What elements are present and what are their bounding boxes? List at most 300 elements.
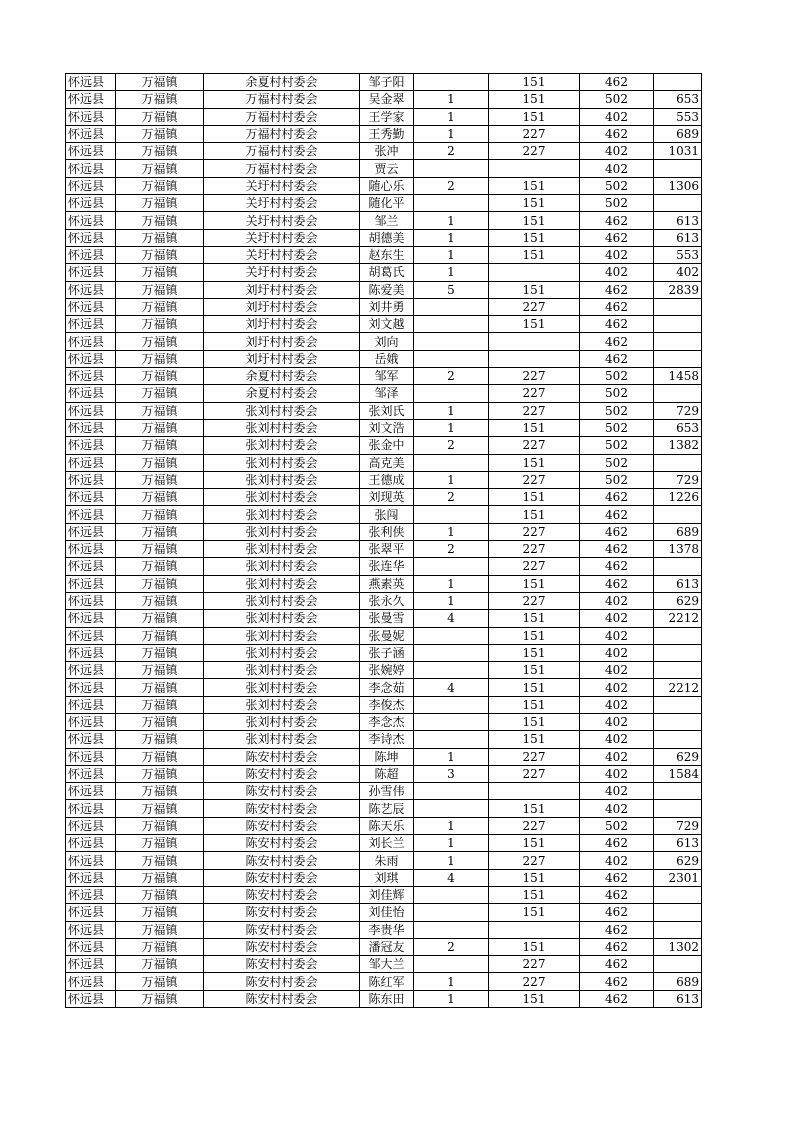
count-cell: [414, 558, 489, 575]
value-b-cell: 402: [580, 246, 654, 263]
value-b-cell: 402: [580, 143, 654, 160]
value-a-cell: 227: [489, 592, 580, 609]
value-a-cell: 151: [489, 610, 580, 627]
count-cell: 1: [414, 471, 489, 488]
county-cell: 怀远县: [66, 246, 116, 263]
total-cell: [654, 956, 702, 973]
value-b-cell: 462: [580, 298, 654, 315]
village-cell: 陈安村村委会: [204, 938, 360, 955]
name-cell: 赵东生: [360, 246, 414, 263]
county-cell: 怀远县: [66, 904, 116, 921]
count-cell: 4: [414, 610, 489, 627]
table-row: [66, 973, 702, 990]
county-cell: 怀远县: [66, 886, 116, 903]
town-cell: 万福镇: [116, 558, 204, 575]
town-cell: 万福镇: [116, 904, 204, 921]
name-cell: 胡葛氏: [360, 264, 414, 281]
table-row: [66, 696, 702, 713]
value-a-cell: 151: [489, 246, 580, 263]
count-cell: [414, 662, 489, 679]
name-cell: 潘冠友: [360, 938, 414, 955]
total-cell: [654, 74, 702, 91]
value-a-cell: 151: [489, 713, 580, 730]
village-cell: 刘圩村村委会: [204, 281, 360, 298]
table-row: [66, 281, 702, 298]
total-cell: [654, 713, 702, 730]
village-cell: 张刘村村委会: [204, 558, 360, 575]
village-cell: 刘圩村村委会: [204, 316, 360, 333]
county-cell: 怀远县: [66, 143, 116, 160]
county-cell: 怀远县: [66, 575, 116, 592]
table-row: [66, 437, 702, 454]
value-a-cell: 227: [489, 471, 580, 488]
count-cell: [414, 731, 489, 748]
total-cell: 613: [654, 575, 702, 592]
value-a-cell: 151: [489, 108, 580, 125]
count-cell: 2: [414, 177, 489, 194]
value-a-cell: 227: [489, 956, 580, 973]
total-cell: 629: [654, 852, 702, 869]
name-cell: 陈超: [360, 765, 414, 782]
county-cell: 怀远县: [66, 696, 116, 713]
value-b-cell: 462: [580, 990, 654, 1007]
name-cell: 邹大兰: [360, 956, 414, 973]
table-row: [66, 125, 702, 142]
name-cell: 刘长兰: [360, 835, 414, 852]
town-cell: 万福镇: [116, 956, 204, 973]
value-a-cell: 151: [489, 800, 580, 817]
name-cell: 邹子阳: [360, 74, 414, 91]
name-cell: 张金中: [360, 437, 414, 454]
total-cell: 689: [654, 125, 702, 142]
count-cell: [414, 956, 489, 973]
total-cell: 629: [654, 592, 702, 609]
value-b-cell: 402: [580, 852, 654, 869]
table-row: [66, 592, 702, 609]
name-cell: 陈东田: [360, 990, 414, 1007]
value-a-cell: [489, 783, 580, 800]
count-cell: [414, 385, 489, 402]
count-cell: [414, 195, 489, 212]
value-a-cell: 227: [489, 523, 580, 540]
value-a-cell: 151: [489, 195, 580, 212]
village-cell: 张刘村村委会: [204, 610, 360, 627]
total-cell: 1302: [654, 938, 702, 955]
value-b-cell: 502: [580, 195, 654, 212]
total-cell: [654, 385, 702, 402]
county-cell: 怀远县: [66, 91, 116, 108]
value-a-cell: 151: [489, 938, 580, 955]
value-b-cell: 462: [580, 869, 654, 886]
value-a-cell: [489, 160, 580, 177]
name-cell: 李俊杰: [360, 696, 414, 713]
total-cell: [654, 662, 702, 679]
town-cell: 万福镇: [116, 143, 204, 160]
count-cell: [414, 298, 489, 315]
value-a-cell: 227: [489, 748, 580, 765]
county-cell: 怀远县: [66, 731, 116, 748]
town-cell: 万福镇: [116, 385, 204, 402]
county-cell: 怀远县: [66, 921, 116, 938]
county-cell: 怀远县: [66, 160, 116, 177]
table-row: [66, 177, 702, 194]
total-cell: [654, 316, 702, 333]
count-cell: 1: [414, 835, 489, 852]
table-row: [66, 91, 702, 108]
town-cell: 万福镇: [116, 523, 204, 540]
table-row: [66, 679, 702, 696]
count-cell: 1: [414, 229, 489, 246]
value-b-cell: 402: [580, 644, 654, 661]
village-cell: 万福村村委会: [204, 91, 360, 108]
table-body: [66, 74, 702, 1008]
town-cell: 万福镇: [116, 108, 204, 125]
name-cell: 张子涵: [360, 644, 414, 661]
value-a-cell: 151: [489, 91, 580, 108]
town-cell: 万福镇: [116, 783, 204, 800]
name-cell: 吴金翠: [360, 91, 414, 108]
value-b-cell: 462: [580, 229, 654, 246]
table-row: [66, 523, 702, 540]
county-cell: 怀远县: [66, 74, 116, 91]
value-b-cell: 502: [580, 437, 654, 454]
total-cell: 1584: [654, 765, 702, 782]
town-cell: 万福镇: [116, 575, 204, 592]
village-cell: 陈安村村委会: [204, 783, 360, 800]
value-a-cell: [489, 333, 580, 350]
town-cell: 万福镇: [116, 610, 204, 627]
town-cell: 万福镇: [116, 160, 204, 177]
count-cell: 1: [414, 990, 489, 1007]
town-cell: 万福镇: [116, 489, 204, 506]
total-cell: 613: [654, 990, 702, 1007]
village-cell: 陈安村村委会: [204, 765, 360, 782]
count-cell: 2: [414, 541, 489, 558]
table-row: [66, 74, 702, 91]
village-cell: 张刘村村委会: [204, 644, 360, 661]
town-cell: 万福镇: [116, 246, 204, 263]
town-cell: 万福镇: [116, 921, 204, 938]
table-row: [66, 264, 702, 281]
town-cell: 万福镇: [116, 748, 204, 765]
name-cell: 陈天乐: [360, 817, 414, 834]
value-b-cell: 462: [580, 973, 654, 990]
count-cell: 2: [414, 489, 489, 506]
name-cell: 王秀勤: [360, 125, 414, 142]
county-cell: 怀远县: [66, 765, 116, 782]
county-cell: 怀远县: [66, 748, 116, 765]
table-row: [66, 541, 702, 558]
value-a-cell: 151: [489, 869, 580, 886]
county-cell: 怀远县: [66, 938, 116, 955]
count-cell: 2: [414, 143, 489, 160]
name-cell: 刘琪: [360, 869, 414, 886]
count-cell: [414, 506, 489, 523]
village-cell: 陈安村村委会: [204, 990, 360, 1007]
table-row: [66, 748, 702, 765]
name-cell: 刘文浩: [360, 419, 414, 436]
town-cell: 万福镇: [116, 368, 204, 385]
total-cell: [654, 904, 702, 921]
county-cell: 怀远县: [66, 990, 116, 1007]
total-cell: [654, 350, 702, 367]
town-cell: 万福镇: [116, 298, 204, 315]
value-a-cell: 151: [489, 489, 580, 506]
total-cell: 613: [654, 835, 702, 852]
village-cell: 张刘村村委会: [204, 731, 360, 748]
count-cell: [414, 783, 489, 800]
table-row: [66, 246, 702, 263]
value-b-cell: 462: [580, 506, 654, 523]
village-cell: 陈安村村委会: [204, 800, 360, 817]
town-cell: 万福镇: [116, 731, 204, 748]
total-cell: 2212: [654, 610, 702, 627]
value-a-cell: 227: [489, 368, 580, 385]
town-cell: 万福镇: [116, 627, 204, 644]
village-cell: 陈安村村委会: [204, 835, 360, 852]
town-cell: 万福镇: [116, 402, 204, 419]
count-cell: [414, 713, 489, 730]
value-a-cell: 227: [489, 852, 580, 869]
table-row: [66, 852, 702, 869]
total-cell: 689: [654, 973, 702, 990]
name-cell: 胡德美: [360, 229, 414, 246]
name-cell: 张冲: [360, 143, 414, 160]
total-cell: 629: [654, 748, 702, 765]
village-cell: 陈安村村委会: [204, 852, 360, 869]
total-cell: [654, 195, 702, 212]
name-cell: 李诗杰: [360, 731, 414, 748]
county-cell: 怀远县: [66, 973, 116, 990]
count-cell: 4: [414, 869, 489, 886]
name-cell: 张刘氏: [360, 402, 414, 419]
name-cell: 刘文越: [360, 316, 414, 333]
value-b-cell: 402: [580, 662, 654, 679]
value-a-cell: 151: [489, 904, 580, 921]
village-cell: 张刘村村委会: [204, 506, 360, 523]
name-cell: 陈爱美: [360, 281, 414, 298]
count-cell: 1: [414, 852, 489, 869]
town-cell: 万福镇: [116, 817, 204, 834]
total-cell: 653: [654, 419, 702, 436]
value-b-cell: 462: [580, 938, 654, 955]
count-cell: [414, 696, 489, 713]
county-cell: 怀远县: [66, 489, 116, 506]
total-cell: 729: [654, 817, 702, 834]
table-row: [66, 333, 702, 350]
count-cell: [414, 160, 489, 177]
county-cell: 怀远县: [66, 333, 116, 350]
total-cell: [654, 298, 702, 315]
total-cell: [654, 333, 702, 350]
value-a-cell: 227: [489, 817, 580, 834]
table-row: [66, 956, 702, 973]
name-cell: 李念杰: [360, 713, 414, 730]
county-cell: 怀远县: [66, 368, 116, 385]
town-cell: 万福镇: [116, 713, 204, 730]
count-cell: 1: [414, 817, 489, 834]
total-cell: [654, 454, 702, 471]
name-cell: 刘现英: [360, 489, 414, 506]
village-cell: 张刘村村委会: [204, 575, 360, 592]
count-cell: [414, 644, 489, 661]
value-a-cell: 151: [489, 731, 580, 748]
value-b-cell: 402: [580, 108, 654, 125]
value-a-cell: [489, 921, 580, 938]
county-cell: 怀远县: [66, 592, 116, 609]
village-cell: 余夏村村委会: [204, 385, 360, 402]
value-a-cell: 227: [489, 558, 580, 575]
count-cell: 2: [414, 938, 489, 955]
count-cell: [414, 454, 489, 471]
table-row: [66, 817, 702, 834]
town-cell: 万福镇: [116, 125, 204, 142]
value-b-cell: 462: [580, 921, 654, 938]
town-cell: 万福镇: [116, 229, 204, 246]
county-cell: 怀远县: [66, 817, 116, 834]
value-b-cell: 462: [580, 125, 654, 142]
name-cell: 刘佳怡: [360, 904, 414, 921]
town-cell: 万福镇: [116, 973, 204, 990]
table-row: [66, 869, 702, 886]
table-row: [66, 298, 702, 315]
count-cell: 1: [414, 125, 489, 142]
table-row: [66, 108, 702, 125]
value-b-cell: 462: [580, 281, 654, 298]
count-cell: 2: [414, 368, 489, 385]
table-row: [66, 713, 702, 730]
table-row: [66, 990, 702, 1007]
count-cell: [414, 800, 489, 817]
count-cell: [414, 904, 489, 921]
value-a-cell: 151: [489, 177, 580, 194]
name-cell: 陈艺辰: [360, 800, 414, 817]
value-b-cell: 462: [580, 523, 654, 540]
value-b-cell: 402: [580, 783, 654, 800]
total-cell: [654, 731, 702, 748]
value-b-cell: 502: [580, 419, 654, 436]
town-cell: 万福镇: [116, 264, 204, 281]
total-cell: 1031: [654, 143, 702, 160]
town-cell: 万福镇: [116, 679, 204, 696]
table-row: [66, 402, 702, 419]
value-b-cell: 462: [580, 316, 654, 333]
village-cell: 张刘村村委会: [204, 402, 360, 419]
name-cell: 贾云: [360, 160, 414, 177]
value-a-cell: 151: [489, 835, 580, 852]
value-b-cell: 402: [580, 731, 654, 748]
total-cell: [654, 696, 702, 713]
county-cell: 怀远县: [66, 419, 116, 436]
town-cell: 万福镇: [116, 177, 204, 194]
village-cell: 张刘村村委会: [204, 696, 360, 713]
value-a-cell: 151: [489, 644, 580, 661]
table-row: [66, 454, 702, 471]
name-cell: 刘井勇: [360, 298, 414, 315]
county-cell: 怀远县: [66, 852, 116, 869]
county-cell: 怀远县: [66, 471, 116, 488]
name-cell: 燕素英: [360, 575, 414, 592]
value-b-cell: 462: [580, 575, 654, 592]
value-b-cell: 402: [580, 713, 654, 730]
village-cell: 关圩村村委会: [204, 264, 360, 281]
value-b-cell: 502: [580, 402, 654, 419]
village-cell: 关圩村村委会: [204, 195, 360, 212]
count-cell: 3: [414, 765, 489, 782]
value-b-cell: 502: [580, 91, 654, 108]
village-cell: 万福村村委会: [204, 143, 360, 160]
village-cell: 万福村村委会: [204, 160, 360, 177]
total-cell: [654, 160, 702, 177]
name-cell: 孙雪伟: [360, 783, 414, 800]
count-cell: 1: [414, 212, 489, 229]
table-row: [66, 229, 702, 246]
total-cell: [654, 800, 702, 817]
count-cell: 5: [414, 281, 489, 298]
county-cell: 怀远县: [66, 385, 116, 402]
town-cell: 万福镇: [116, 212, 204, 229]
total-cell: 1382: [654, 437, 702, 454]
county-cell: 怀远县: [66, 350, 116, 367]
count-cell: 1: [414, 419, 489, 436]
value-a-cell: 227: [489, 125, 580, 142]
table-row: [66, 350, 702, 367]
value-b-cell: 402: [580, 765, 654, 782]
village-cell: 万福村村委会: [204, 108, 360, 125]
count-cell: 1: [414, 108, 489, 125]
name-cell: 张婉婷: [360, 662, 414, 679]
village-cell: 张刘村村委会: [204, 541, 360, 558]
table-row: [66, 368, 702, 385]
total-cell: 1378: [654, 541, 702, 558]
value-a-cell: 151: [489, 662, 580, 679]
county-cell: 怀远县: [66, 627, 116, 644]
value-a-cell: 151: [489, 74, 580, 91]
town-cell: 万福镇: [116, 541, 204, 558]
total-cell: [654, 644, 702, 661]
name-cell: 张连华: [360, 558, 414, 575]
county-cell: 怀远县: [66, 316, 116, 333]
value-b-cell: 502: [580, 454, 654, 471]
county-cell: 怀远县: [66, 713, 116, 730]
count-cell: 1: [414, 402, 489, 419]
table-row: [66, 835, 702, 852]
name-cell: 邹军: [360, 368, 414, 385]
county-cell: 怀远县: [66, 125, 116, 142]
table-row: [66, 938, 702, 955]
total-cell: 729: [654, 402, 702, 419]
table-row: [66, 506, 702, 523]
value-b-cell: 502: [580, 817, 654, 834]
town-cell: 万福镇: [116, 886, 204, 903]
count-cell: 1: [414, 973, 489, 990]
table-row: [66, 765, 702, 782]
count-cell: [414, 627, 489, 644]
county-cell: 怀远县: [66, 679, 116, 696]
table-row: [66, 800, 702, 817]
value-a-cell: [489, 350, 580, 367]
value-a-cell: 151: [489, 316, 580, 333]
value-b-cell: 462: [580, 74, 654, 91]
count-cell: [414, 333, 489, 350]
town-cell: 万福镇: [116, 800, 204, 817]
table-row: [66, 662, 702, 679]
county-cell: 怀远县: [66, 264, 116, 281]
name-cell: 高克美: [360, 454, 414, 471]
value-b-cell: 402: [580, 160, 654, 177]
total-cell: 2212: [654, 679, 702, 696]
value-a-cell: 151: [489, 419, 580, 436]
